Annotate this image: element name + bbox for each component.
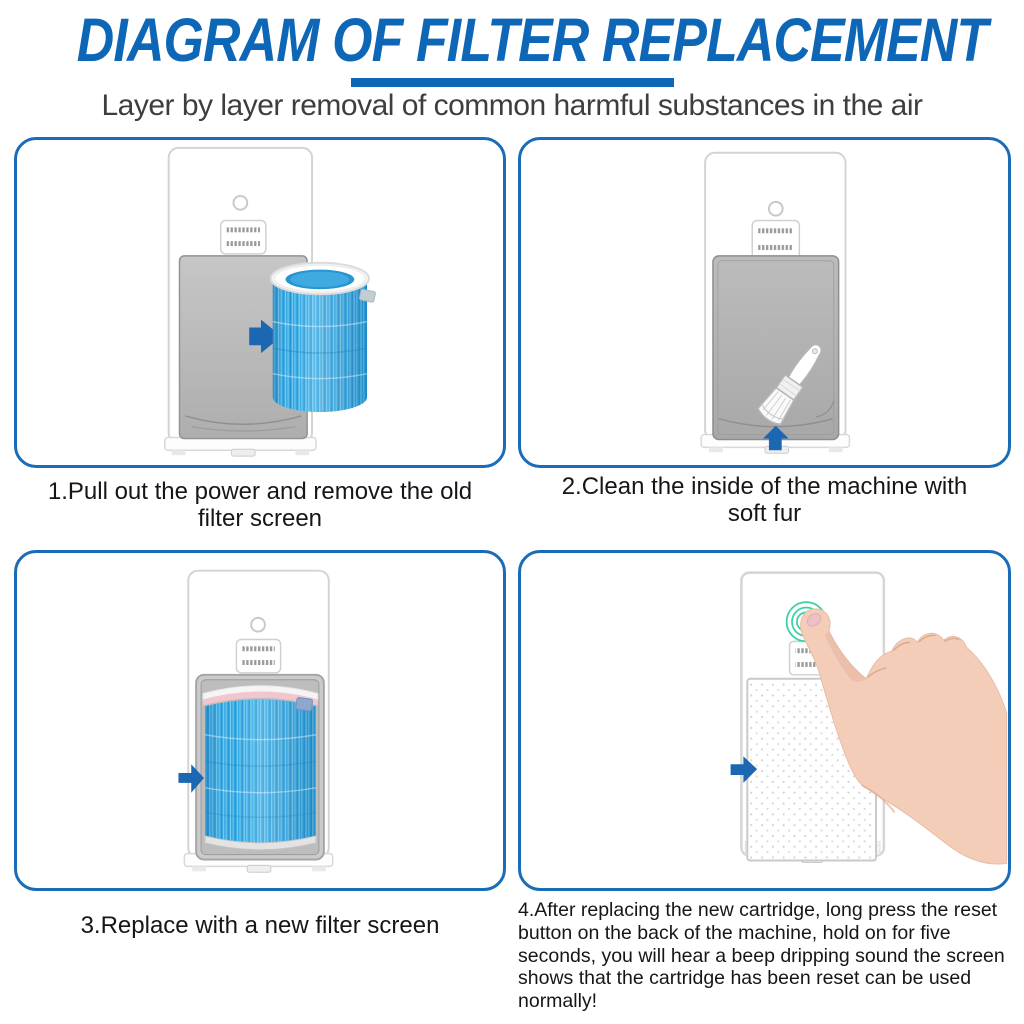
step-2-panel: [518, 137, 1011, 468]
filter-removal-illustration: [17, 140, 503, 465]
reset-button-press-illustration: [521, 553, 1008, 888]
interior-cleaning-illustration: [521, 140, 1008, 465]
step-1-panel: [14, 137, 506, 468]
page-title: DIAGRAM OF FILTER REPLACEMENT: [76, 6, 988, 74]
filter-tab: [296, 697, 313, 711]
new-filter-cartridge: [203, 686, 318, 850]
sensor-hole: [251, 618, 265, 632]
title-underline: [351, 78, 674, 87]
step-2-caption: 2.Clean the inside of the machine with soft fur: [561, 473, 968, 528]
filter-tab: [359, 289, 376, 303]
old-filter-cartridge: [271, 263, 376, 412]
step-4-caption: 4.After replacing the new cartridge, long press the reset button on the back of the machine, hold on for five seconds, you will hear a beep dripping sound the screen shows that the cartridge has been reset can be used normally!: [518, 899, 1005, 1013]
sensor-hole: [233, 196, 247, 210]
step-1-caption: 1.Pull out the power and remove the old filter screen: [47, 478, 473, 533]
page-subtitle: Layer by layer removal of common harmful substances in the air: [101, 89, 923, 122]
new-filter-installed-illustration: [17, 553, 503, 888]
sensor-hole: [769, 202, 783, 216]
label-plate: [221, 221, 266, 254]
step-3-panel: [14, 550, 506, 891]
label-plate: [236, 639, 280, 672]
label-plate: [752, 221, 799, 260]
step-4-panel: [518, 550, 1011, 891]
step-3-caption: 3.Replace with a new filter screen: [80, 912, 440, 939]
header: [0, 0, 1024, 123]
